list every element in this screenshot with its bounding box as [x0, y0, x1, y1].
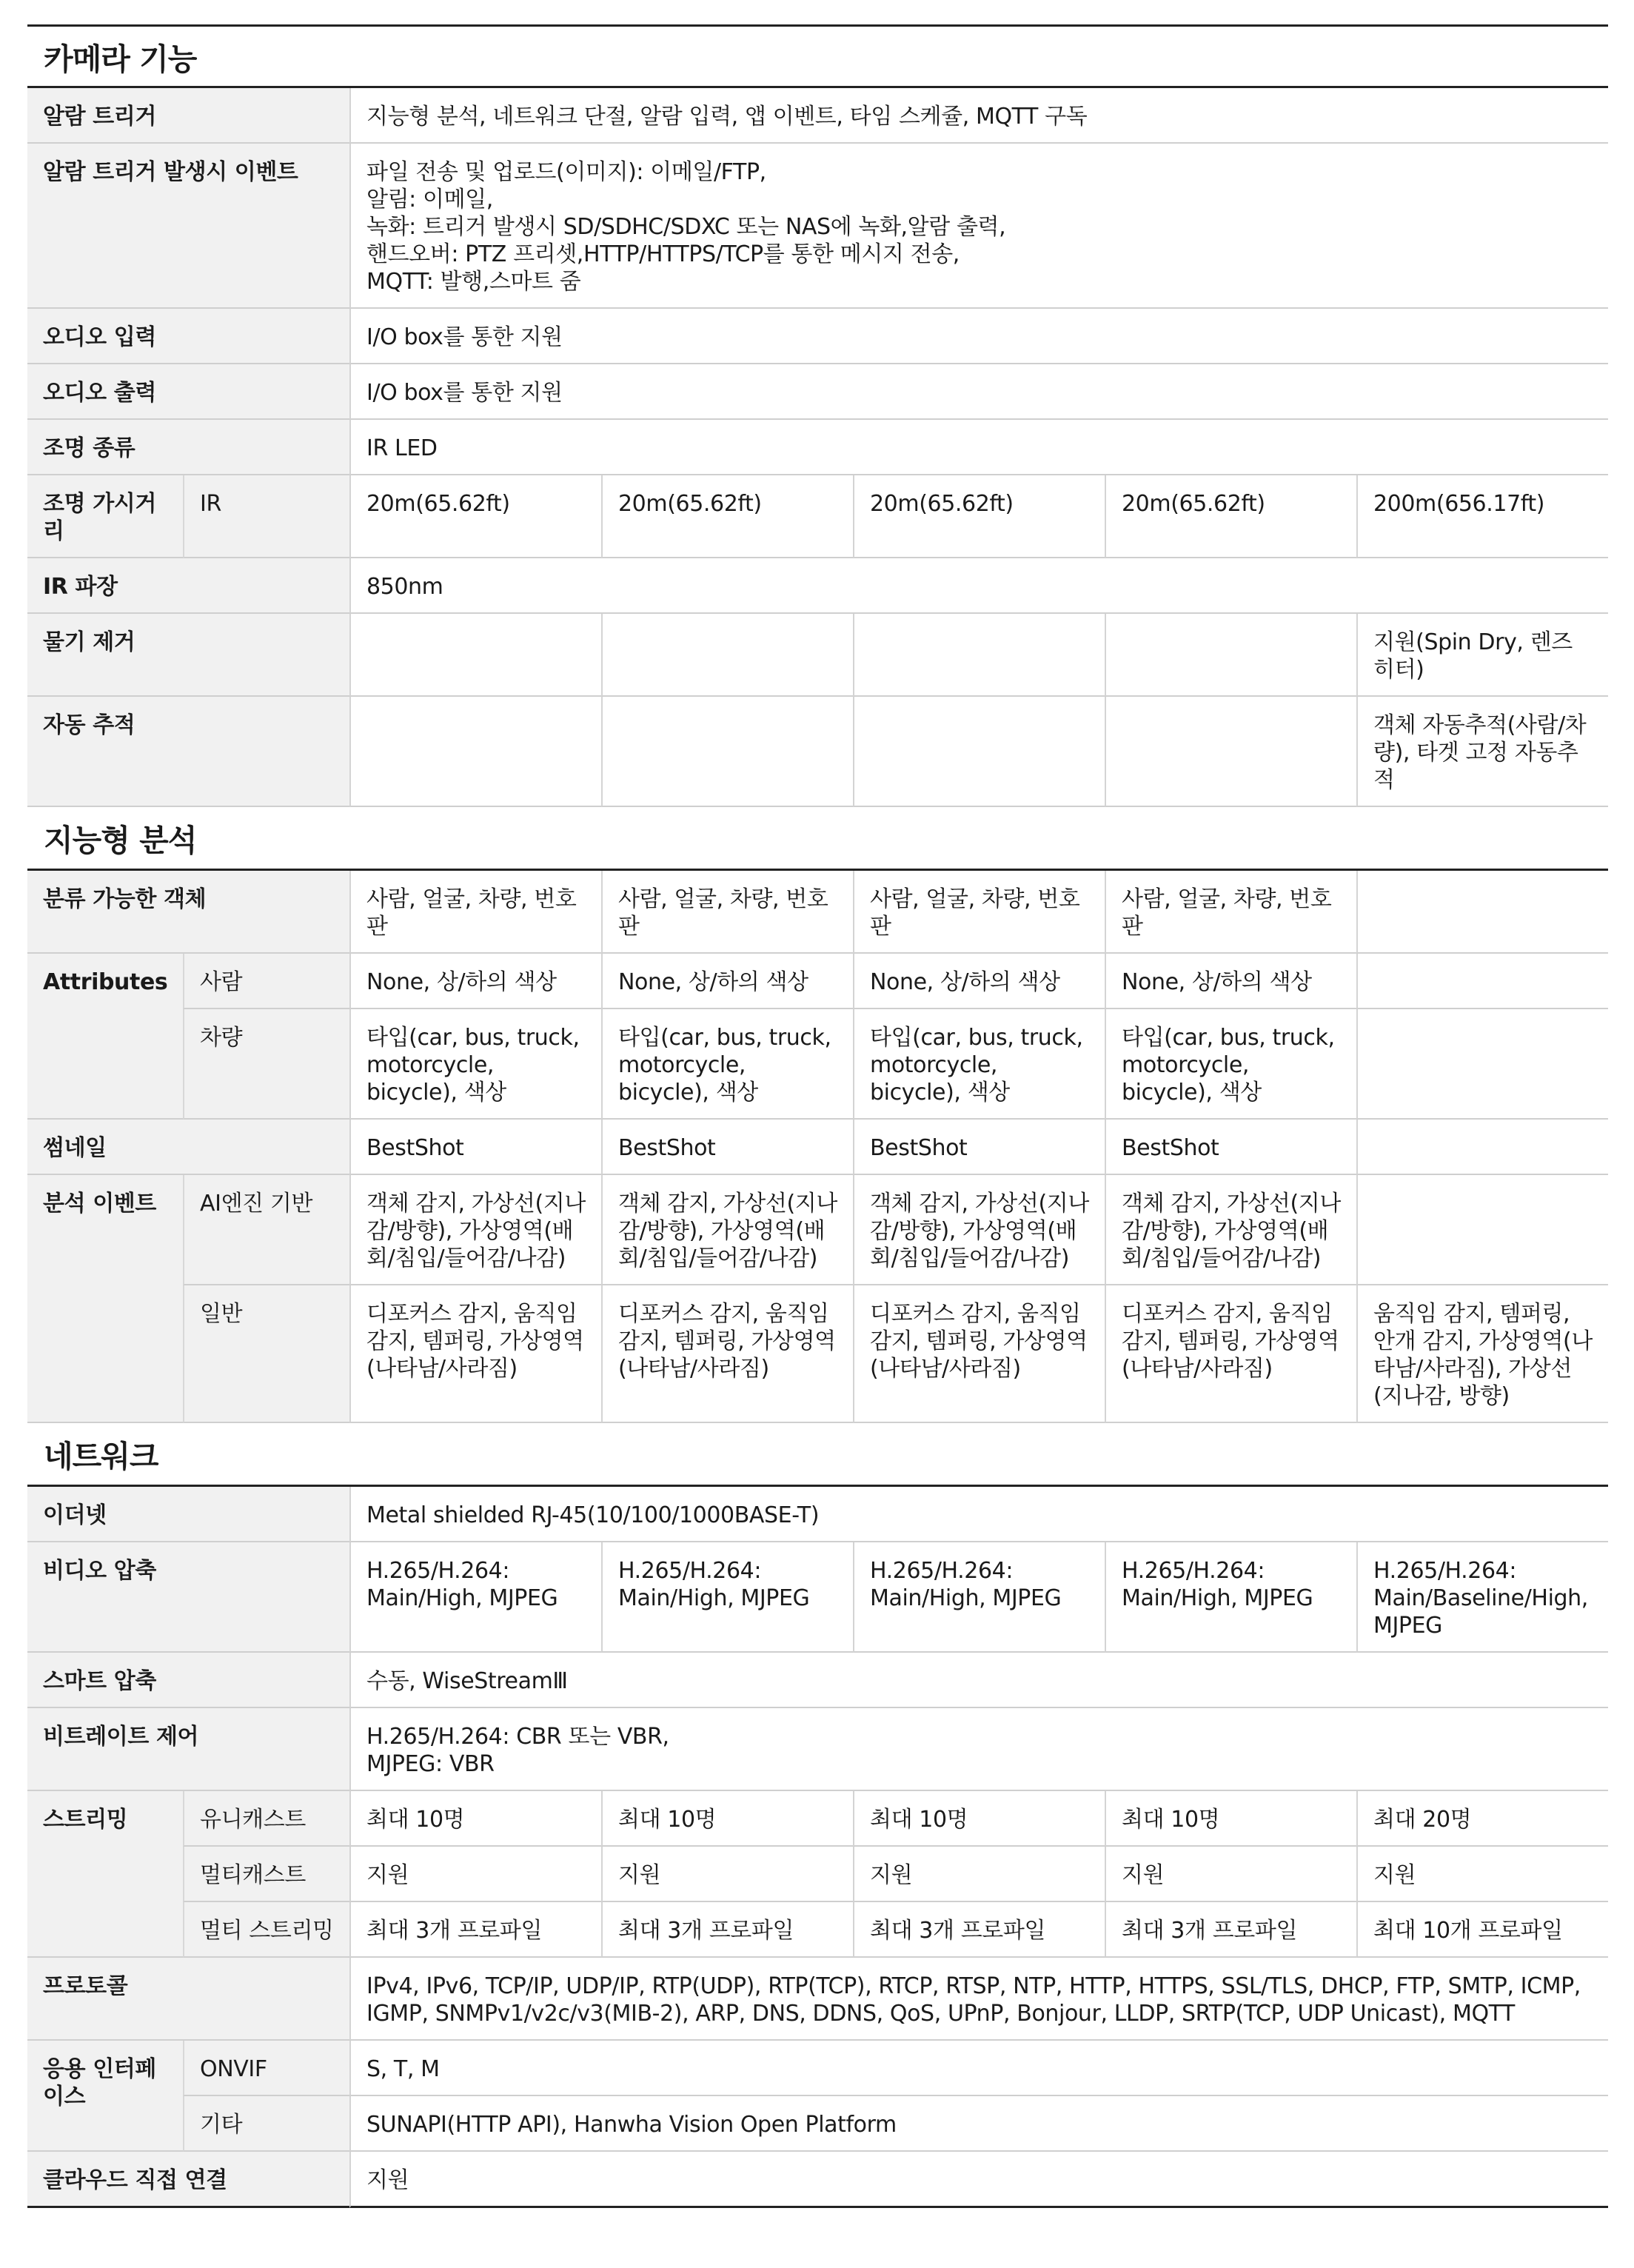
row-label-api: 응용 인터페이스	[27, 2041, 183, 2152]
row-sublabel-multicast: 멀티캐스트	[183, 1847, 349, 1902]
row-label-thumbnail: 썸네일	[27, 1120, 349, 1175]
general-event-value: 움직임 감지, 템퍼링, 안개 감지, 가상영역(나타남/사라짐), 가상선(지나감, 방향)	[1356, 1285, 1608, 1423]
row-label-video: 비디오 압축	[27, 1542, 349, 1653]
row-label-events: 분석 이벤트	[27, 1175, 183, 1423]
onvif-value: S, T, M	[349, 2041, 1608, 2096]
light-range-value: 20m(65.62ft)	[853, 475, 1105, 558]
empty-cell	[601, 697, 853, 807]
text-line: 녹화: 트리거 발생시 SD/SDHC/SDXC 또는 NAS에 녹화,알람 출력,	[366, 214, 1006, 240]
empty-cell	[1105, 614, 1356, 697]
text-line: 핸드오버: PTZ 프리셋,HTTP/HTTPS/TCP를 통한 메시지 전송,	[366, 241, 960, 267]
classify-value: 사람, 얼굴, 차량, 번호판	[601, 871, 853, 954]
row-sublabel-general: 일반	[183, 1285, 349, 1423]
thumbnail-value: BestShot	[349, 1120, 601, 1175]
vehicle-attr-value: 타입(car, bus, truck, motorcycle, bicycle), 색상	[601, 1009, 853, 1120]
video-value: H.265/H.264: Main/High, MJPEG	[349, 1542, 601, 1653]
video-value: H.265/H.264: Main/Baseline/High, MJPEG	[1356, 1542, 1608, 1653]
cloud-value: 지원	[349, 2152, 1608, 2208]
light-type-value: IR LED	[349, 420, 1608, 475]
multicast-value: 지원	[349, 1847, 601, 1902]
row-label-streaming: 스트리밍	[27, 1791, 183, 1958]
general-event-value: 디포커스 감지, 움직임 감지, 템퍼링, 가상영역(나타남/사라짐)	[601, 1285, 853, 1423]
multicast-value: 지원	[1105, 1847, 1356, 1902]
person-attr-value: None, 상/하의 색상	[349, 954, 601, 1009]
person-attr-value: None, 상/하의 색상	[601, 954, 853, 1009]
row-label-ir-wave: IR 파장	[27, 558, 349, 614]
person-attr-value	[1356, 954, 1608, 1009]
person-attr-value: None, 상/하의 색상	[1105, 954, 1356, 1009]
general-event-value: 디포커스 감지, 움직임 감지, 템퍼링, 가상영역(나타남/사라짐)	[853, 1285, 1105, 1423]
text-line: 알림: 이메일,	[366, 187, 493, 213]
multi-streaming-value: 최대 3개 프로파일	[853, 1902, 1105, 1958]
bitrate-value	[349, 1708, 1608, 1791]
video-value: H.265/H.264: Main/High, MJPEG	[1105, 1542, 1356, 1653]
ai-event-value: 객체 감지, 가상선(지나감/방향), 가상영역(배회/침입/들어감/나감)	[349, 1175, 601, 1285]
water-value: 지원(Spin Dry, 렌즈 히터)	[1356, 614, 1608, 697]
text-line: H.265/H.264: CBR 또는 VBR,	[366, 1724, 669, 1750]
light-range-value: 20m(65.62ft)	[349, 475, 601, 558]
row-label-audio-in: 오디오 입력	[27, 309, 349, 364]
vehicle-attr-value: 타입(car, bus, truck, motorcycle, bicycle), 색상	[853, 1009, 1105, 1120]
multi-streaming-value: 최대 10개 프로파일	[1356, 1902, 1608, 1958]
spec-sheet	[27, 24, 1608, 2208]
row-label-alarm-event: 알람 트리거 발생시 이벤트	[27, 144, 349, 309]
row-label-light-range: 조명 가시거리	[27, 475, 183, 558]
row-label-auto-track: 자동 추적	[27, 697, 349, 807]
multicast-value: 지원	[853, 1847, 1105, 1902]
unicast-value: 최대 10명	[853, 1791, 1105, 1847]
camera-spec-table	[27, 88, 1608, 807]
text-line: MQTT: 발행,스마트 줌	[366, 269, 581, 295]
empty-cell	[853, 614, 1105, 697]
text-line: 파일 전송 및 업로드(이미지): 이메일/FTP,	[366, 159, 766, 185]
ai-event-value: 객체 감지, 가상선(지나감/방향), 가상영역(배회/침입/들어감/나감)	[601, 1175, 853, 1285]
multicast-value: 지원	[601, 1847, 853, 1902]
row-label-bitrate: 비트레이트 제어	[27, 1708, 349, 1791]
light-range-value: 20m(65.62ft)	[601, 475, 853, 558]
empty-cell	[853, 697, 1105, 807]
row-sublabel-vehicle: 차량	[183, 1009, 349, 1120]
analytics-spec-table	[27, 871, 1608, 1423]
empty-cell	[1105, 697, 1356, 807]
light-range-value: 200m(656.17ft)	[1356, 475, 1608, 558]
protocol-value: IPv4, IPv6, TCP/IP, UDP/IP, RTP(UDP), RTP(TCP), RTCP, RTSP, NTP, HTTP, HTTPS, SSL/TLS, DHCP, FTP, SMTP, ICMP, IGMP, SNMPv1/v2c/v3(MIB-2), ARP, DNS, DDNS, QoS, UPnP, Bonjour, LLDP, SRTP(TCP, UDP Unicast), MQTT	[349, 1958, 1608, 2041]
general-event-value: 디포커스 감지, 움직임 감지, 템퍼링, 가상영역(나타남/사라짐)	[349, 1285, 601, 1423]
thumbnail-value: BestShot	[1105, 1120, 1356, 1175]
row-label-light-type: 조명 종류	[27, 420, 349, 475]
row-label-attributes: Attributes	[27, 954, 183, 1120]
vehicle-attr-value: 타입(car, bus, truck, motorcycle, bicycle), 색상	[349, 1009, 601, 1120]
row-sublabel-ai: AI엔진 기반	[183, 1175, 349, 1285]
smart-value: 수동, WiseStreamⅢ	[349, 1653, 1608, 1708]
general-event-value: 디포커스 감지, 움직임 감지, 템퍼링, 가상영역(나타남/사라짐)	[1105, 1285, 1356, 1423]
section-analytics-title: 지능형 분석	[27, 807, 1608, 871]
classify-value: 사람, 얼굴, 차량, 번호판	[853, 871, 1105, 954]
multi-streaming-value: 최대 3개 프로파일	[1105, 1902, 1356, 1958]
vehicle-attr-value: 타입(car, bus, truck, motorcycle, bicycle), 색상	[1105, 1009, 1356, 1120]
person-attr-value: None, 상/하의 색상	[853, 954, 1105, 1009]
light-range-value: 20m(65.62ft)	[1105, 475, 1356, 558]
multicast-value: 지원	[1356, 1847, 1608, 1902]
section-camera-title: 카메라 기능	[27, 24, 1608, 88]
row-sublabel-onvif: ONVIF	[183, 2041, 349, 2096]
ai-event-value	[1356, 1175, 1608, 1285]
row-label-protocol: 프로토콜	[27, 1958, 349, 2041]
etc-value: SUNAPI(HTTP API), Hanwha Vision Open Platform	[349, 2096, 1608, 2152]
classify-value	[1356, 871, 1608, 954]
multi-streaming-value: 최대 3개 프로파일	[601, 1902, 853, 1958]
row-label-ethernet: 이더넷	[27, 1487, 349, 1542]
row-sublabel-multi-streaming: 멀티 스트리밍	[183, 1902, 349, 1958]
auto-track-value: 객체 자동추적(사람/차량), 타겟 고정 자동추적	[1356, 697, 1608, 807]
empty-cell	[349, 697, 601, 807]
unicast-value: 최대 10명	[1105, 1791, 1356, 1847]
row-sublabel-ir: IR	[183, 475, 349, 558]
text-line: MJPEG: VBR	[366, 1751, 495, 1777]
ir-wave-value: 850nm	[349, 558, 1608, 614]
row-label-water: 물기 제거	[27, 614, 349, 697]
audio-out-value: I/O box를 통한 지원	[349, 364, 1608, 420]
row-sublabel-person: 사람	[183, 954, 349, 1009]
classify-value: 사람, 얼굴, 차량, 번호판	[349, 871, 601, 954]
vehicle-attr-value	[1356, 1009, 1608, 1120]
section-network-title: 네트워크	[27, 1423, 1608, 1487]
alarm-trigger-value: 지능형 분석, 네트워크 단절, 알람 입력, 앱 이벤트, 타임 스케쥴, MQTT 구독	[349, 88, 1608, 144]
ethernet-value: Metal shielded RJ-45(10/100/1000BASE-T)	[349, 1487, 1608, 1542]
row-label-smart: 스마트 압축	[27, 1653, 349, 1708]
classify-value: 사람, 얼굴, 차량, 번호판	[1105, 871, 1356, 954]
unicast-value: 최대 10명	[349, 1791, 601, 1847]
alarm-event-value	[349, 144, 1608, 309]
audio-in-value: I/O box를 통한 지원	[349, 309, 1608, 364]
row-label-cloud: 클라우드 직접 연결	[27, 2152, 349, 2208]
thumbnail-value: BestShot	[853, 1120, 1105, 1175]
unicast-value: 최대 20명	[1356, 1791, 1608, 1847]
row-label-alarm-trigger: 알람 트리거	[27, 88, 349, 144]
row-label-classify: 분류 가능한 객체	[27, 871, 349, 954]
empty-cell	[601, 614, 853, 697]
row-label-audio-out: 오디오 출력	[27, 364, 349, 420]
video-value: H.265/H.264: Main/High, MJPEG	[601, 1542, 853, 1653]
thumbnail-value: BestShot	[601, 1120, 853, 1175]
unicast-value: 최대 10명	[601, 1791, 853, 1847]
row-sublabel-unicast: 유니캐스트	[183, 1791, 349, 1847]
network-spec-table	[27, 1487, 1608, 2208]
ai-event-value: 객체 감지, 가상선(지나감/방향), 가상영역(배회/침입/들어감/나감)	[1105, 1175, 1356, 1285]
video-value: H.265/H.264: Main/High, MJPEG	[853, 1542, 1105, 1653]
empty-cell	[349, 614, 601, 697]
ai-event-value: 객체 감지, 가상선(지나감/방향), 가상영역(배회/침입/들어감/나감)	[853, 1175, 1105, 1285]
row-sublabel-etc: 기타	[183, 2096, 349, 2152]
multi-streaming-value: 최대 3개 프로파일	[349, 1902, 601, 1958]
thumbnail-value	[1356, 1120, 1608, 1175]
